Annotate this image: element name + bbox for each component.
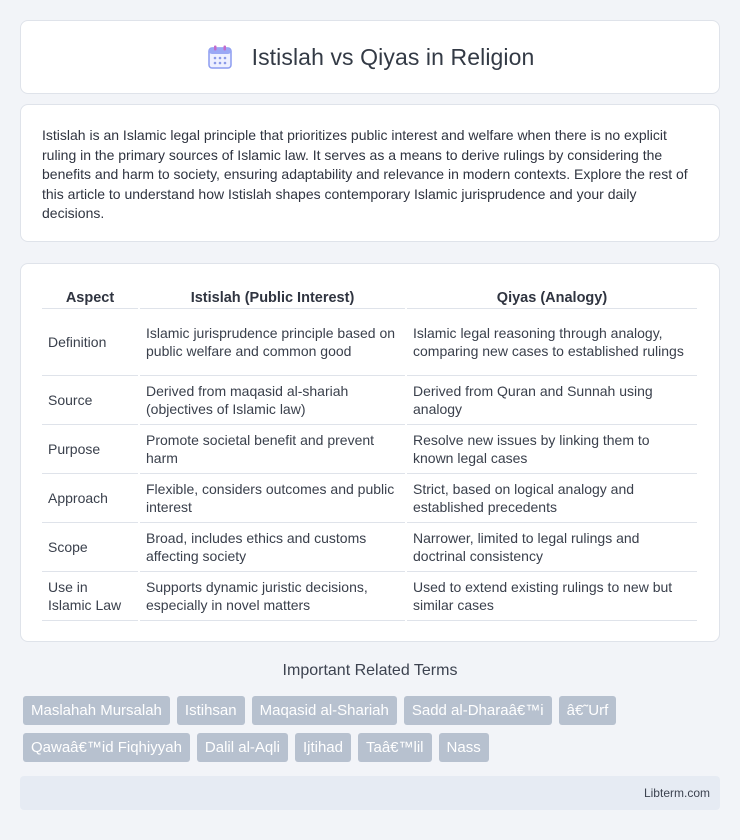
row-aspect: Purpose [42,425,138,474]
row-qiyas-cell: Resolve new issues by linking them to known legal cases [407,425,697,474]
related-term-tag[interactable]: â€˜Urf [559,696,617,725]
row-istislah-cell: Derived from maqasid al-shariah (objectives of Islamic law) [140,376,405,425]
row-istislah-cell: Broad, includes ethics and customs affecting society [140,523,405,572]
row-aspect: Definition [42,309,138,376]
table-header-row [42,282,697,309]
related-term-tag[interactable]: Nass [439,733,489,762]
related-term-tag[interactable]: Istihsan [177,696,245,725]
column-header-aspect: Aspect [42,282,138,309]
footer [20,776,720,810]
related-term-tag[interactable]: Qawaâ€™id Fiqhiyyah [23,733,190,762]
table-row [42,523,697,572]
intro-card [20,104,720,242]
footer-site-link[interactable]: Libterm.com [643,786,710,800]
table-row [42,425,697,474]
related-term-tag[interactable]: Taâ€™lil [358,733,432,762]
table-row [42,309,697,376]
row-qiyas-cell: Strict, based on logical analogy and established precedents [407,474,697,523]
calendar-icon [206,43,234,71]
row-aspect: Source [42,376,138,425]
row-istislah-cell: Promote societal benefit and prevent harm [140,425,405,474]
row-istislah-cell: Flexible, considers outcomes and public interest [140,474,405,523]
related-term-tag[interactable]: Maqasid al-Shariah [252,696,397,725]
row-qiyas-cell: Used to extend existing rulings to new but similar cases [407,572,697,621]
related-term-tag[interactable]: Maslahah Mursalah [23,696,170,725]
row-qiyas-cell: Islamic legal reasoning through analogy, comparing new cases to established rulings [407,309,697,376]
row-aspect: Scope [42,523,138,572]
header-card [20,20,720,94]
related-terms-title: Important Related Terms [282,662,458,679]
related-term-tag[interactable]: Sadd al-Dharaâ€™i [404,696,552,725]
intro-paragraph: Istislah is an Islamic legal principle that prioritizes public interest and welfare when there is no explicit ruling in the primary sources of Islamic law. It serves as a means to derive rulings by considering the benefits and harm to society, ensuring adaptability and relevance in modern contexts. Explore the rest of this article to understand how Istislah shapes contemporary Islamic jurisprudence and your daily decisions. [42,127,688,222]
comparison-table-card [20,263,720,642]
related-terms-list [23,696,723,762]
table-row [42,376,697,425]
related-term-tag[interactable]: Ijtihad [295,733,351,762]
comparison-table [40,282,699,621]
row-aspect: Use in Islamic Law [42,572,138,621]
column-header-qiyas: Qiyas (Analogy) [407,282,697,309]
row-qiyas-cell: Narrower, limited to legal rulings and doctrinal consistency [407,523,697,572]
row-istislah-cell: Supports dynamic juristic decisions, especially in novel matters [140,572,405,621]
row-qiyas-cell: Derived from Quran and Sunnah using analogy [407,376,697,425]
table-row [42,474,697,523]
row-aspect: Approach [42,474,138,523]
page-title: Istislah vs Qiyas in Religion [251,43,535,70]
related-term-tag[interactable]: Dalil al-Aqli [197,733,288,762]
row-istislah-cell: Islamic jurisprudence principle based on public welfare and common good [140,309,405,376]
table-row [42,572,697,621]
column-header-istislah: Istislah (Public Interest) [140,282,405,309]
